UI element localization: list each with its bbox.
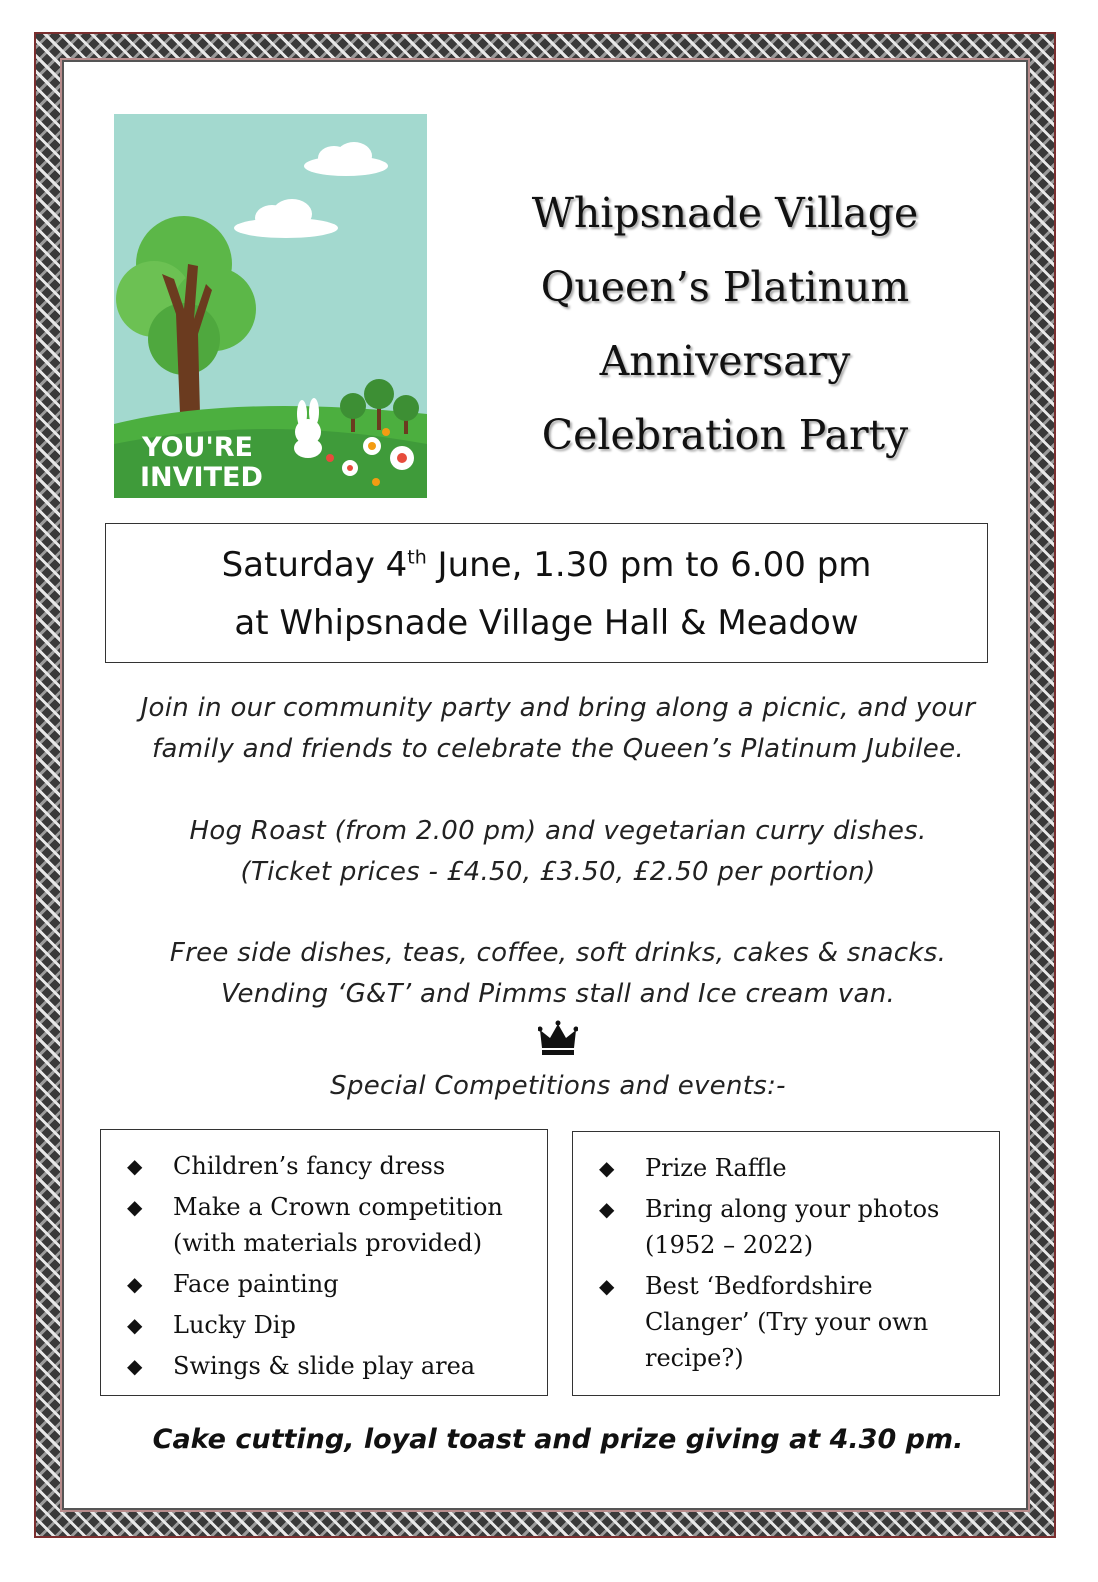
list-item: [101, 1189, 547, 1261]
list-item: [101, 1307, 547, 1343]
list-item-text: Face painting: [173, 1270, 339, 1298]
date-prefix: Saturday 4: [221, 545, 408, 585]
food-line-1: Hog Roast (from 2.00 pm) and vegetarian curry dishes.: [189, 816, 927, 846]
right-events-box: [572, 1131, 1000, 1396]
caption-line-2: INVITED: [140, 462, 263, 493]
list-item-subtext: (with materials provided): [173, 1229, 483, 1257]
event-date: [106, 536, 987, 594]
drinks-line-1: Free side dishes, teas, coffee, soft drinks, cakes & snacks.: [169, 938, 947, 968]
title-line-4: Celebration Party: [541, 411, 909, 459]
invitation-artwork: [114, 114, 427, 498]
list-item-text: Swings & slide play area: [173, 1352, 476, 1380]
list-item-text: Children’s fancy dress: [173, 1152, 446, 1180]
invitation-illustration: [114, 114, 427, 498]
right-events-list: [573, 1150, 999, 1376]
intro-paragraph: [100, 688, 1016, 770]
left-events-box: [100, 1129, 548, 1396]
competitions-heading-text: Special Competitions and events:-: [330, 1071, 786, 1101]
food-paragraph: [100, 811, 1016, 893]
title-line-1: Whipsnade Village: [531, 189, 919, 237]
list-item-subtext: recipe?): [645, 1344, 744, 1372]
list-item: [573, 1268, 999, 1376]
date-suffix: th: [407, 546, 427, 569]
caption-line-1: YOU'RE: [142, 432, 253, 463]
left-events-list: [101, 1148, 547, 1384]
list-item-text: Best ‘Bedfordshire: [645, 1272, 873, 1300]
list-item-text: Lucky Dip: [173, 1311, 296, 1339]
list-item: [573, 1191, 999, 1263]
intro-line-1: Join in our community party and bring along a picnic, and your: [140, 693, 976, 723]
intro-line-2: family and friends to celebrate the Queen’s Platinum Jubilee.: [152, 734, 964, 764]
date-rest: June, 1.30 pm to 6.00 pm: [426, 545, 872, 585]
list-item-subtext: (1952 – 2022): [645, 1231, 814, 1259]
competitions-heading: [100, 1066, 1016, 1107]
crown-icon: [538, 1020, 578, 1056]
drinks-paragraph: [100, 933, 1016, 1015]
bullet-icon: ◆: [127, 1313, 143, 1337]
list-item: [573, 1150, 999, 1186]
list-item: [101, 1148, 547, 1184]
date-venue-box: [105, 523, 988, 663]
bullet-icon: ◆: [599, 1274, 615, 1298]
event-title: [470, 176, 980, 472]
title-line-3: Anniversary: [599, 337, 851, 385]
title-line-2: Queen’s Platinum: [540, 263, 910, 311]
list-item-text: Prize Raffle: [645, 1154, 787, 1182]
list-item: [101, 1348, 547, 1384]
food-line-2: (Ticket prices - £4.50, £3.50, £2.50 per portion): [240, 857, 876, 887]
bullet-icon: ◆: [599, 1156, 615, 1180]
list-item-subtext: Clanger’ (Try your own: [645, 1308, 929, 1336]
list-item-text: Make a Crown competition: [173, 1193, 503, 1221]
bullet-icon: ◆: [599, 1197, 615, 1221]
list-item-text: Bring along your photos: [645, 1195, 940, 1223]
drinks-line-2: Vending ‘G&T’ and Pimms stall and Ice cream van.: [220, 979, 896, 1009]
list-item: [101, 1266, 547, 1302]
bullet-icon: ◆: [127, 1154, 143, 1178]
bullet-icon: ◆: [127, 1195, 143, 1219]
event-venue: at Whipsnade Village Hall & Meadow: [234, 603, 859, 643]
footer-note: Cake cutting, loyal toast and prize giving at 4.30 pm.: [152, 1424, 964, 1455]
bullet-icon: ◆: [127, 1272, 143, 1296]
bullet-icon: ◆: [127, 1354, 143, 1378]
